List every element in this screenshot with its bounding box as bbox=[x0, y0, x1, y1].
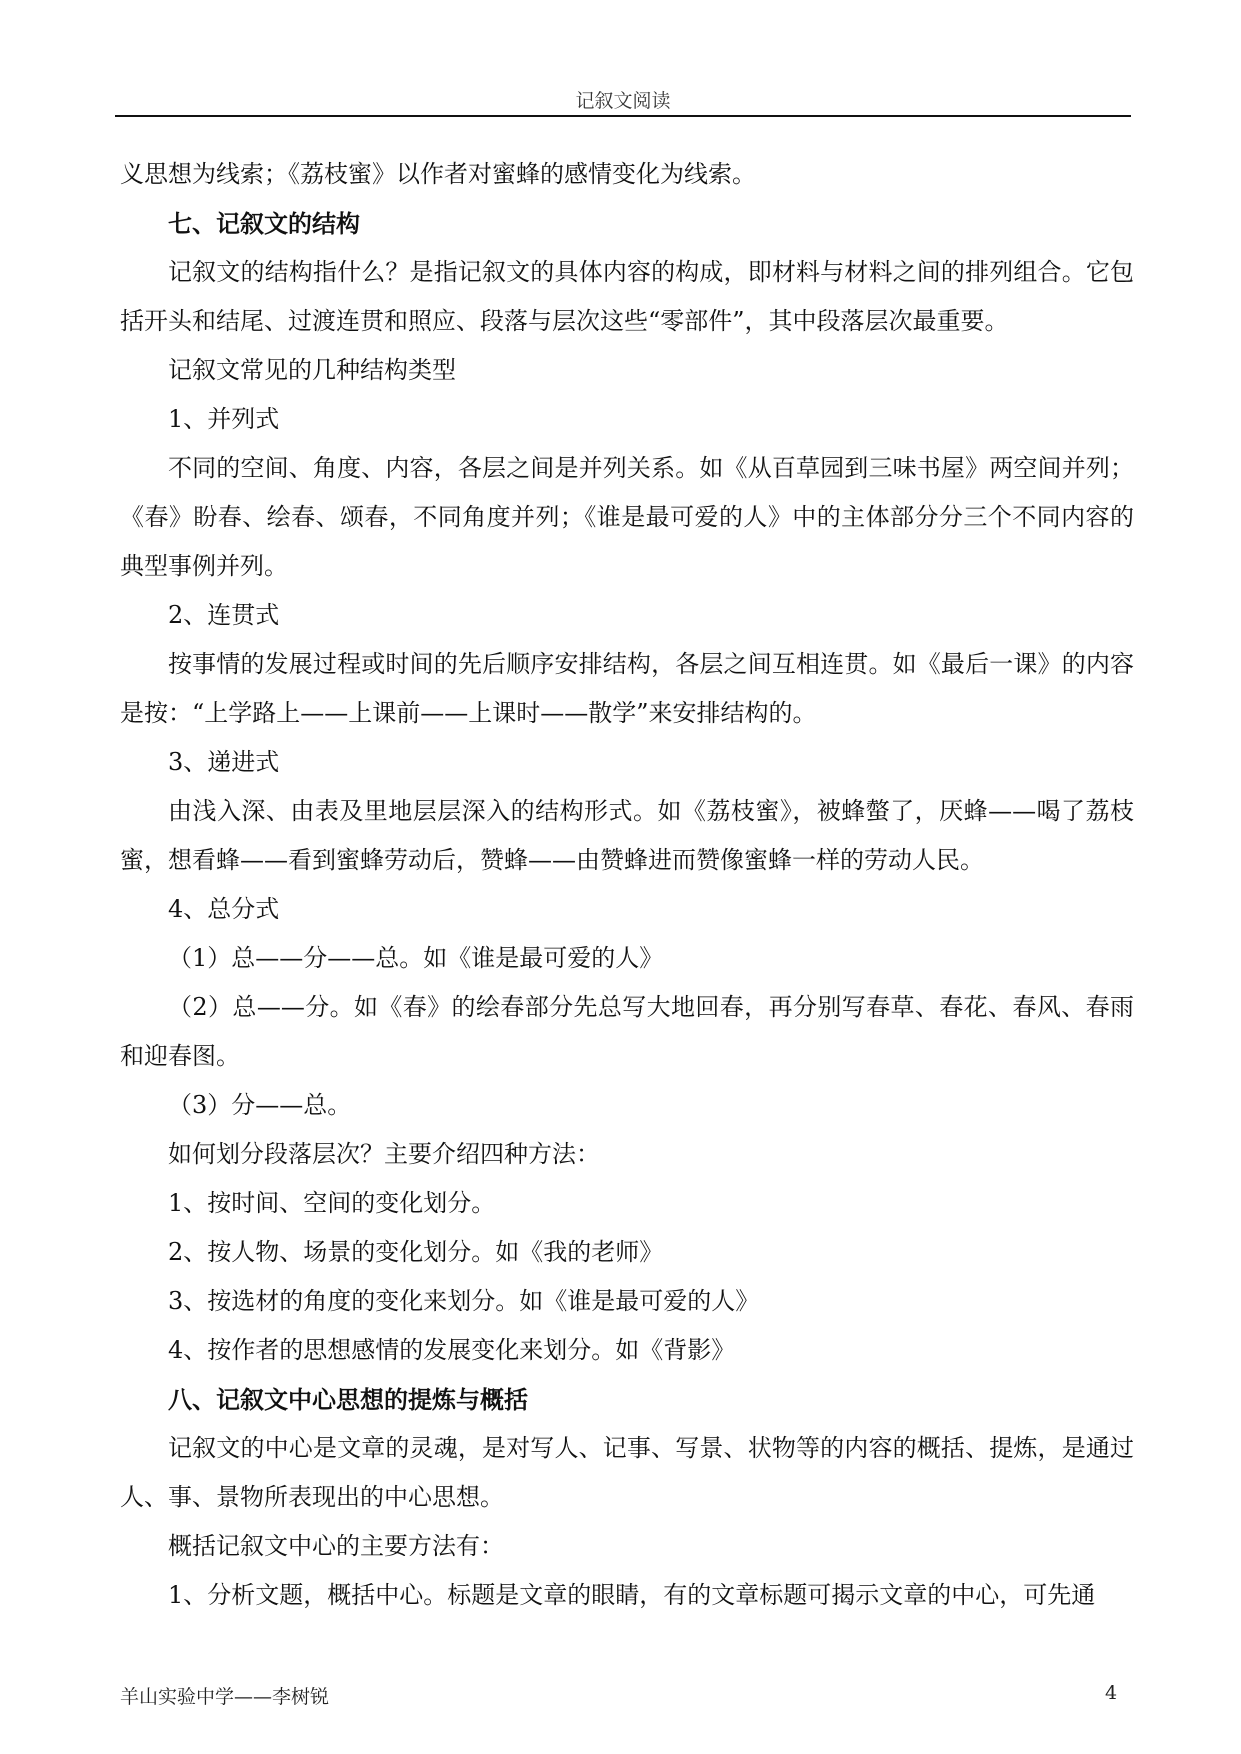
list-item: 4、总分式 bbox=[168, 895, 280, 923]
body-paragraph: 由浅入深、由表及里地层层深入的结构形式。如《荔枝蜜》，被蜂螫了，厌蜂——喝了荔枝蜜，想看蜂——看到蜜蜂劳动后，赞蜂——由赞蜂进而赞像蜜蜂一样的劳动人民。 bbox=[120, 797, 1134, 874]
body-paragraph: 记叙文的中心是文章的灵魂，是对写人、记事、写景、状物等的内容的概括、提炼，是通过人、事、景物所表现出的中心思想。 bbox=[120, 1434, 1134, 1511]
list-item: （1）总——分——总。如《谁是最可爱的人》 bbox=[168, 944, 664, 972]
list-item: 3、按选材的角度的变化来划分。如《谁是最可爱的人》 bbox=[168, 1287, 760, 1315]
list-item: 1、分析文题，概括中心。标题是文章的眼睛，有的文章标题可揭示文章的中心，可先通 bbox=[168, 1581, 1096, 1609]
header-divider bbox=[115, 115, 1131, 117]
page-header-title: 记叙文阅读 bbox=[575, 90, 671, 112]
page-number: 4 bbox=[1105, 1682, 1118, 1704]
list-item: 1、并列式 bbox=[168, 405, 280, 433]
list-item: 3、递进式 bbox=[168, 748, 280, 776]
list-item: 2、连贯式 bbox=[168, 601, 280, 629]
list-item: 2、按人物、场景的变化划分。如《我的老师》 bbox=[168, 1238, 664, 1266]
body-paragraph: 不同的空间、角度、内容，各层之间是并列关系。如《从百草园到三味书屋》两空间并列；《春》盼春、绘春、颂春，不同角度并列；《谁是最可爱的人》中的主体部分分三个不同内容的典型事例并列。 bbox=[120, 454, 1134, 580]
body-paragraph: 记叙文常见的几种结构类型 bbox=[168, 356, 456, 384]
document-body bbox=[120, 150, 1134, 1620]
list-item: 4、按作者的思想感情的发展变化来划分。如《背影》 bbox=[168, 1336, 736, 1364]
body-paragraph: 如何划分段落层次？主要介绍四种方法： bbox=[168, 1140, 600, 1168]
body-paragraph: 义思想为线索；《荔枝蜜》以作者对蜜蜂的感情变化为线索。 bbox=[120, 160, 756, 188]
list-item: （2）总——分。如《春》的绘春部分先总写大地回春，再分别写春草、春花、春风、春雨和迎春图。 bbox=[120, 993, 1134, 1070]
section-heading: 八、记叙文中心思想的提炼与概括 bbox=[168, 1385, 528, 1414]
footer-author: 羊山实验中学——李树锐 bbox=[120, 1686, 330, 1708]
list-item: 1、按时间、空间的变化划分。 bbox=[168, 1189, 496, 1217]
body-paragraph: 记叙文的结构指什么？是指记叙文的具体内容的构成，即材料与材料之间的排列组合。它包括开头和结尾、过渡连贯和照应、段落与层次这些“零部件”，其中段落层次最重要。 bbox=[120, 258, 1134, 335]
section-heading: 七、记叙文的结构 bbox=[168, 209, 360, 238]
body-paragraph: 概括记叙文中心的主要方法有： bbox=[168, 1532, 504, 1560]
body-paragraph: 按事情的发展过程或时间的先后顺序安排结构，各层之间互相连贯。如《最后一课》的内容是按：“上学路上——上课前——上课时——散学”来安排结构的。 bbox=[120, 650, 1134, 727]
list-item: （3）分——总。 bbox=[168, 1091, 352, 1119]
